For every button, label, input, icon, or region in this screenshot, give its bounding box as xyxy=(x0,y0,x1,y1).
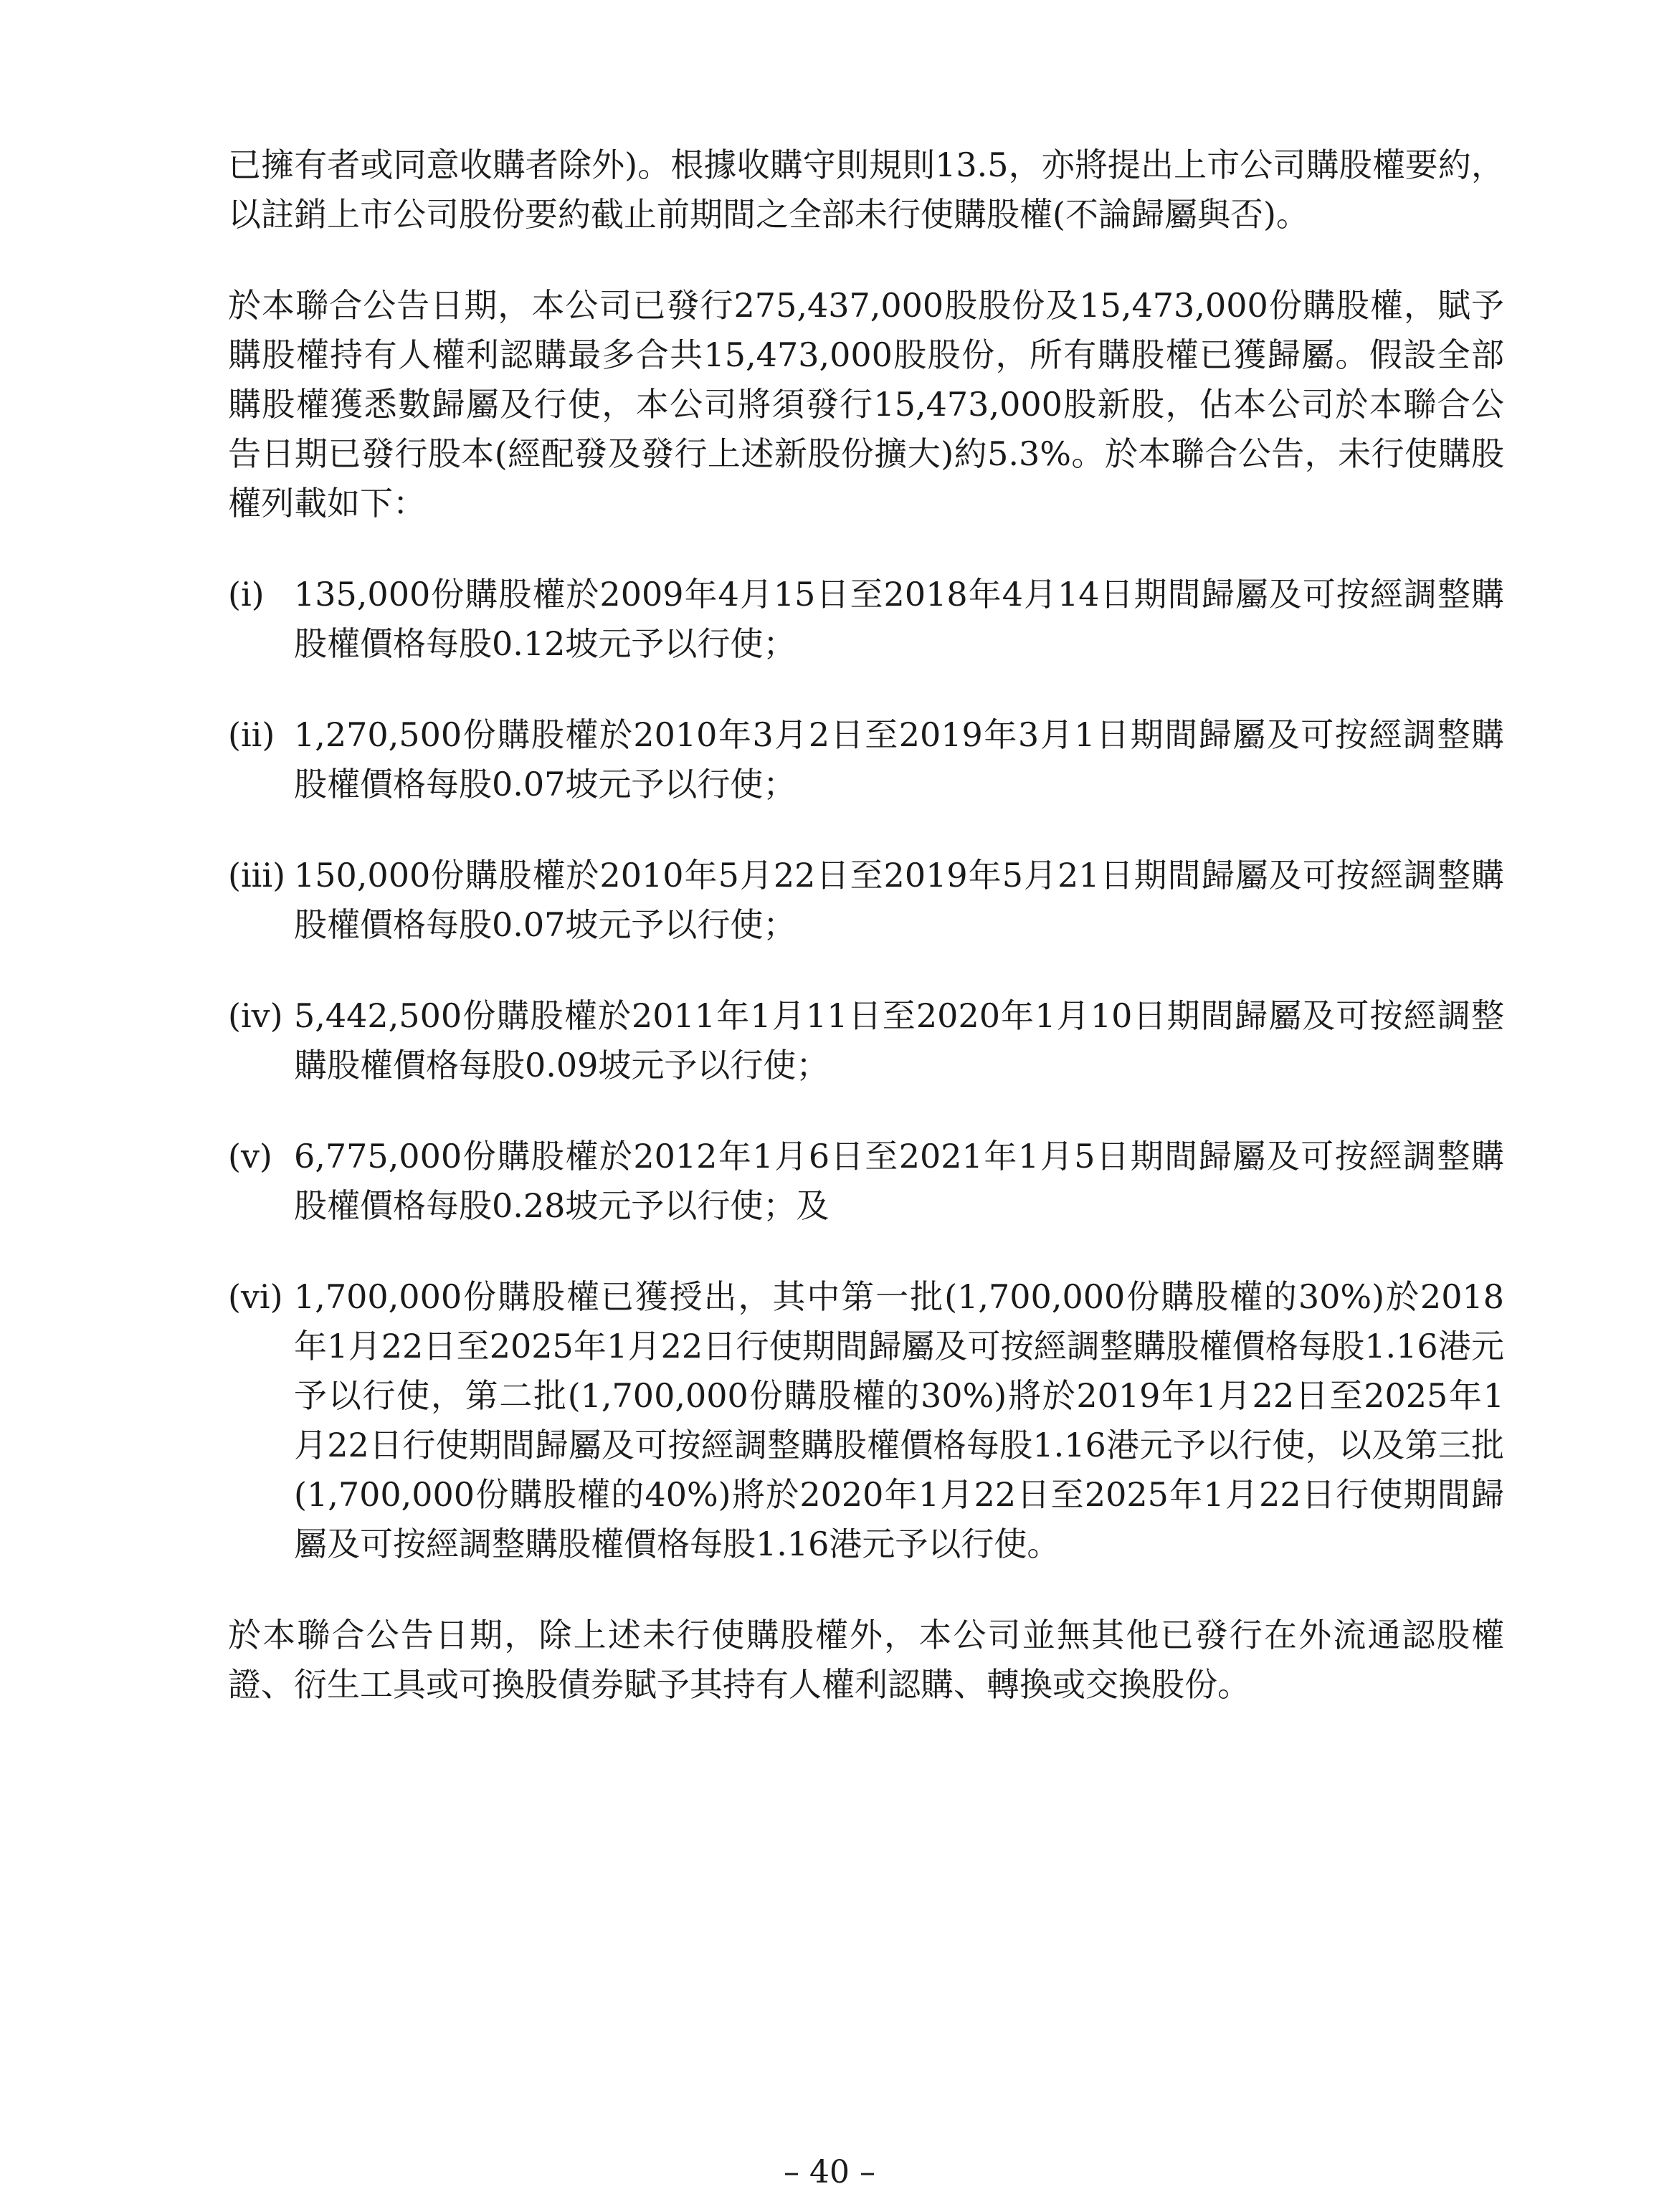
document-body xyxy=(228,140,1504,1710)
page-number: – 40 – xyxy=(784,2154,875,2190)
paragraph-share-capital: 於本聯合公告日期，本公司已發行275,437,000股股份及15,473,000份購股權，賦予購股權持有人權利認購最多合共15,473,000股股份，所有購股權已獲歸屬。假設全部購股權獲悉數歸屬及行使，本公司將須發行15,473,000股新股，佔本公司於本聯合公告日期已發行股本(經配發及發行上述新股份擴大)約5.3%。於本聯合公告，未行使購股權列載如下： xyxy=(228,286,1504,523)
list-item-marker: (iv) xyxy=(228,996,283,1035)
list-item xyxy=(228,991,1504,1090)
list-item xyxy=(228,710,1504,809)
list-item xyxy=(228,570,1504,669)
list-item-marker: (iii) xyxy=(228,856,286,895)
paragraph-option-offer: 已擁有者或同意收購者除外)。根據收購守則規則13.5，亦將提出上市公司購股權要約，以註銷上市公司股份要約截止前期間之全部未行使購股權(不論歸屬與否)。 xyxy=(228,146,1504,234)
list-item-marker: (v) xyxy=(228,1137,272,1176)
list-item-marker: (ii) xyxy=(228,715,275,754)
list-item-marker: (vi) xyxy=(228,1277,283,1316)
list-item xyxy=(228,851,1504,950)
outstanding-options-list xyxy=(228,570,1504,1569)
list-item-text: 6,775,000份購股權於2012年1月6日至2021年1月5日期間歸屬及可按經調整購股權價格每股0.28坡元予以行使；及 xyxy=(294,1137,1504,1225)
list-item xyxy=(228,1272,1504,1569)
list-item xyxy=(228,1132,1504,1231)
paragraph-no-other-securities: 於本聯合公告日期，除上述未行使購股權外，本公司並無其他已發行在外流通認股權證、衍生工具或可換股債券賦予其持有人權利認購、轉換或交換股份。 xyxy=(228,1616,1504,1704)
list-item-text: 1,700,000份購股權已獲授出，其中第一批(1,700,000份購股權的30%)於2018年1月22日至2025年1月22日行使期間歸屬及可按經調整購股權價格每股1.16港元予以行使，第二批(1,700,000份購股權的30%)將於2019年1月22日至2025年1月22日行使期間歸屬及可按經調整購股權價格每股1.16港元予以行使，以及第三批(1,700,000份購股權的40%)將於2020年1月22日至2025年1月22日行使期間歸屬及可按經調整購股權價格每股1.16港元予以行使。 xyxy=(294,1277,1504,1563)
list-item-text: 150,000份購股權於2010年5月22日至2019年5月21日期間歸屬及可按經調整購股權價格每股0.07坡元予以行使； xyxy=(294,856,1504,944)
list-item-text: 5,442,500份購股權於2011年1月11日至2020年1月10日期間歸屬及可按經調整購股權價格每股0.09坡元予以行使； xyxy=(294,996,1504,1084)
list-item-text: 1,270,500份購股權於2010年3月2日至2019年3月1日期間歸屬及可按經調整購股權價格每股0.07坡元予以行使； xyxy=(294,715,1504,804)
list-item-text: 135,000份購股權於2009年4月15日至2018年4月14日期間歸屬及可按經調整購股權價格每股0.12坡元予以行使； xyxy=(294,575,1504,663)
list-item-marker: (i) xyxy=(228,575,265,614)
